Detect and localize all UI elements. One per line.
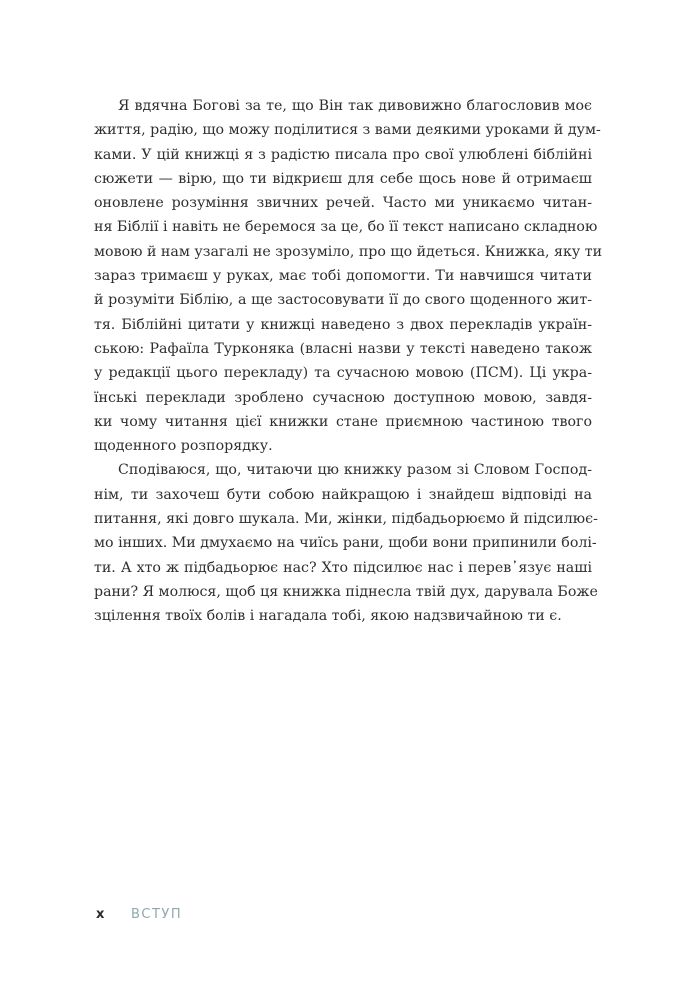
text-line: нім, ти захочеш бути собою найкращою і знайдеш відповіді на (94, 486, 592, 503)
paragraph (94, 94, 603, 458)
text-line: рани? Я молюся, щоб ця книжка піднесла твій дух, дарувала Боже (94, 583, 598, 600)
text-line: мовою й нам узагалі не зрозуміло, про що йдеться. Книжка, яку ти (94, 243, 603, 260)
text-line: питання, які довго шукала. Ми, жінки, підбадьорюємо й підсилює- (94, 511, 598, 528)
text-line: ською: Рафаїла Турконяка (власні назви у тексті наведено також (94, 340, 592, 357)
text-line: їнські переклади зроблено сучасною доступною мовою, завдя- (94, 389, 592, 406)
text-line: ки чому читання цієї книжки стане приємною частиною твого (94, 413, 592, 430)
text-line: зцілення твоїх болів і нагадала тобі, якою надзвичайною ти є. (94, 608, 562, 625)
text-line: ти. А хто ж підбадьорює нас? Хто підсилює нас і перев᾿язує наші (94, 559, 592, 576)
text-line: мо інших. Ми дмухаємо на чиїсь рани, щоби вони припинили болі- (94, 535, 597, 552)
text-line: ня Біблії і навіть не беремося за це, бо її текст написано складною (94, 219, 598, 236)
text-line: Сподіваюся, що, читаючи цю книжку разом зі Словом Господ- (118, 462, 592, 479)
paragraph (94, 458, 598, 628)
text-line: щоденного розпорядку. (94, 438, 273, 455)
text-line: сюжети — вірю, що ти відкриєш для себе щось нове й отримаєш (94, 170, 592, 187)
text-line: ками. У цій книжці я з радістю писала про свої улюблені біблійні (94, 146, 592, 163)
text-line: Я вдячна Богові за те, що Він так дивовижно благословив моє (118, 98, 592, 114)
text-line: й розуміти Біблію, а ще застосовувати її до свого щоденного жит- (94, 292, 592, 309)
running-head: ВСТУП (131, 907, 183, 922)
text-line: зараз тримаєш у руках, має тобі допомогти. Ти навчишся читати (94, 268, 592, 285)
text-line: у редакції цього перекладу) та сучасною мовою (ПСМ). Ці укра- (94, 365, 592, 382)
text-line: оновлене розуміння звичних речей. Часто ми уникаємо читан- (94, 195, 592, 212)
body-text (94, 94, 603, 629)
text-line: життя, радію, що можу поділитися з вами деякими уроками й дум- (94, 122, 601, 139)
text-line: тя. Біблійні цитати у книжці наведено з двох перекладів україн- (94, 316, 592, 333)
page-number: x (96, 907, 105, 922)
